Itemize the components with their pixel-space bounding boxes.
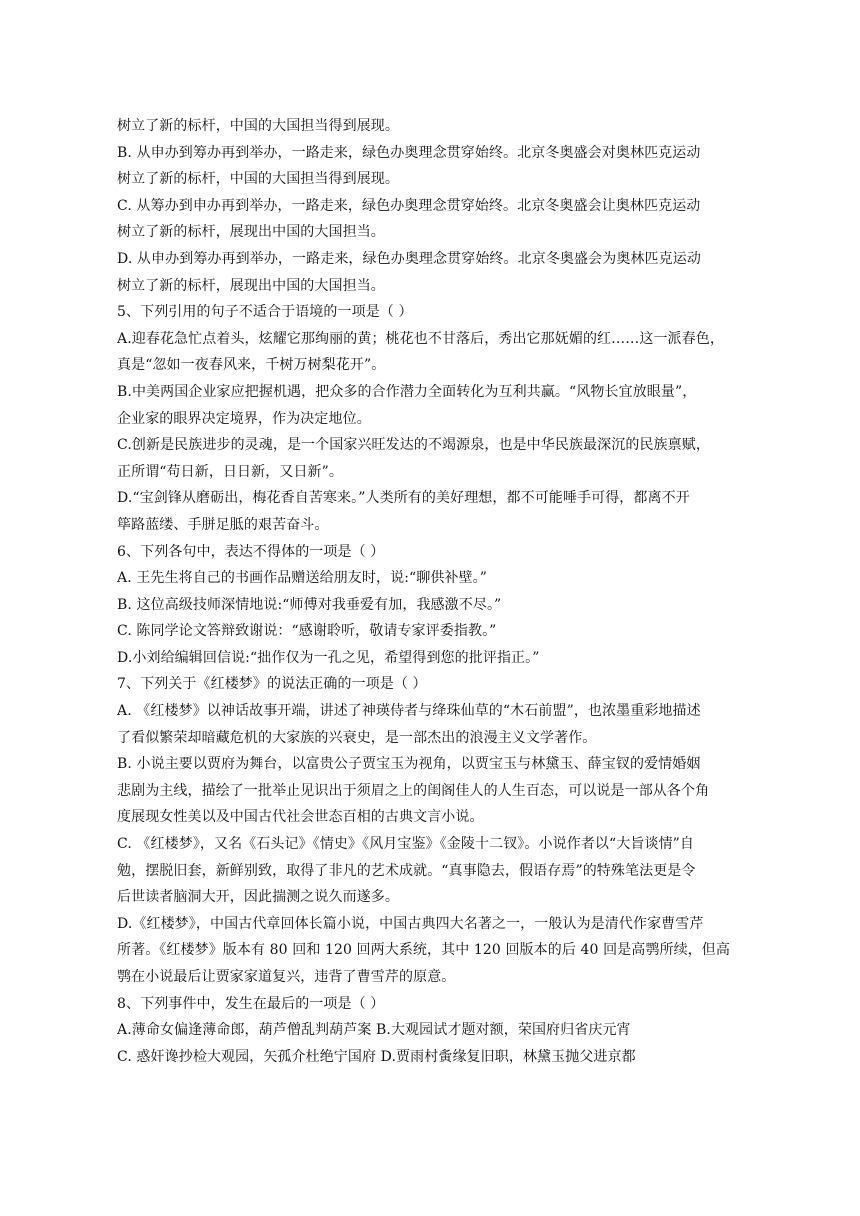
text-line: D.小刘给编辑回信说:“拙作仅为一孔之见，希望得到您的批评指正。”: [117, 649, 540, 666]
question-heading: 7、下列关于《红楼梦》的说法正确的一项是（ ）: [117, 676, 427, 693]
text-line: A.迎春花急忙点着头，炫耀它那绚丽的黄；桃花也不甘落后，秀出它那妩媚的红……这一派春色，: [117, 330, 724, 347]
question-heading: 6、下列各句中，表达不得体的一项是（ ）: [117, 543, 385, 560]
text-line: 企业家的眼界决定境界，作为决定地位。: [117, 410, 371, 427]
text-line: C.创新是民族进步的灵魂，是一个国家兴旺发达的不竭源泉，也是中华民族最深沉的民族禀赋，: [117, 437, 710, 454]
text-line: C. 从筹办到申办再到举办，一路走来，绿色办奥理念贯穿始终。北京冬奥盛会让奥林匹克运动: [117, 197, 701, 214]
text-line: 鹗在小说最后让贾家家道复兴，违背了曹雪芹的原意。: [117, 969, 456, 985]
text-line: B. 小说主要以贾府为舞台，以富贵公子贾宝玉为视角，以贾宝玉与林黛玉、薛宝钗的爱情婚姻: [117, 756, 701, 773]
text-line: C. 惑奸谗抄检大观园，矢孤介杜绝宁国府 D.贾雨村夤缘复旧职，林黛玉抛父进京都: [117, 1048, 636, 1065]
text-line: 筚路蓝缕、手胼足胝的艰苦奋斗。: [117, 516, 329, 533]
question-heading: 5、下列引用的句子不适合于语境的一项是（ ）: [117, 304, 413, 321]
text-line: 正所谓“苟日新，日日新，又日新”。: [117, 463, 344, 480]
text-line: D. 从申办到筹办再到举办，一路走来，绿色办奥理念贯穿始终。北京冬奥盛会为奥林匹克运动: [117, 250, 701, 267]
text-line: C. 陈同学论文答辩致谢说：“感谢聆听，敬请专家评委指教。”: [117, 623, 497, 640]
text-line: 真是“忽如一夜春风来，千树万树梨花开”。: [117, 357, 386, 374]
text-line: A. 王先生将自己的书画作品赠送给朋友时，说:“聊供补壁。”: [117, 570, 488, 587]
text-line: 树立了新的标杆，中国的大国担当得到展现。: [117, 171, 399, 188]
text-line: B.中美两国企业家应把握机遇，把众多的合作潜力全面转化为互利共赢。“风物长宜放眼量”，: [117, 383, 697, 400]
text-line: B. 这位高级技师深情地说:“师傅对我垂爱有加，我感激不尽。”: [117, 596, 502, 613]
text-line: 所著。《红楼梦》版本有 80 回和 120 回两大系统，其中 120 回版本的后 40 回是高鹗所续，但高: [117, 942, 730, 959]
text-line: 悲剧为主线，描绘了一批举止见识出于须眉之上的闺阁佳人的人生百态，可以说是一部从各个角: [117, 782, 710, 799]
text-line: A.薄命女偏逢薄命郎，葫芦僧乱判葫芦案 B.大观园试才题对额，荣国府归省庆元宵: [117, 1022, 631, 1039]
text-line: 度展现女性美以及中国古代社会世态百相的古典文言小说。: [117, 809, 484, 826]
text-line: C. 《红楼梦》，又名《石头记》《情史》《风月宝鉴》《金陵十二钗》。小说作者以“大旨谈情”自: [117, 836, 695, 853]
text-line: B. 从申办到筹办再到举办，一路走来，绿色办奥理念贯穿始终。北京冬奥盛会对奥林匹克运动: [117, 144, 701, 161]
text-line: D.《红楼梦》，中国古代章回体长篇小说，中国古典四大名著之一，一般认为是清代作家曹雪芹: [117, 915, 704, 932]
text-line: 后世读者脑洞大开，因此揣测之说久而遂多。: [117, 889, 399, 906]
question-heading: 8、下列事件中，发生在最后的一项是（ ）: [117, 995, 385, 1012]
text-line: 勉，摆脱旧套，新鲜别致，取得了非凡的艺术成就。“真事隐去，假语存焉”的特殊笔法更是令: [117, 862, 696, 879]
text-line: 树立了新的标杆，中国的大国担当得到展现。: [117, 118, 399, 134]
text-line: A. 《红楼梦》以神话故事开端，讲述了神瑛侍者与绛珠仙草的“木石前盟”，也浓墨重彩地描述: [117, 703, 701, 720]
text-line: 树立了新的标杆，展现出中国的大国担当。: [117, 277, 385, 294]
text-line: 了看似繁荣却暗藏危机的大家族的兴衰史，是一部杰出的浪漫主义文学著作。: [117, 729, 597, 746]
text-line: D.“宝剑锋从磨砺出，梅花香自苦寒来。”人类所有的美好理想，都不可能唾手可得，都离不开: [117, 490, 690, 507]
text-line: 树立了新的标杆，展现出中国的大国担当。: [117, 224, 385, 241]
